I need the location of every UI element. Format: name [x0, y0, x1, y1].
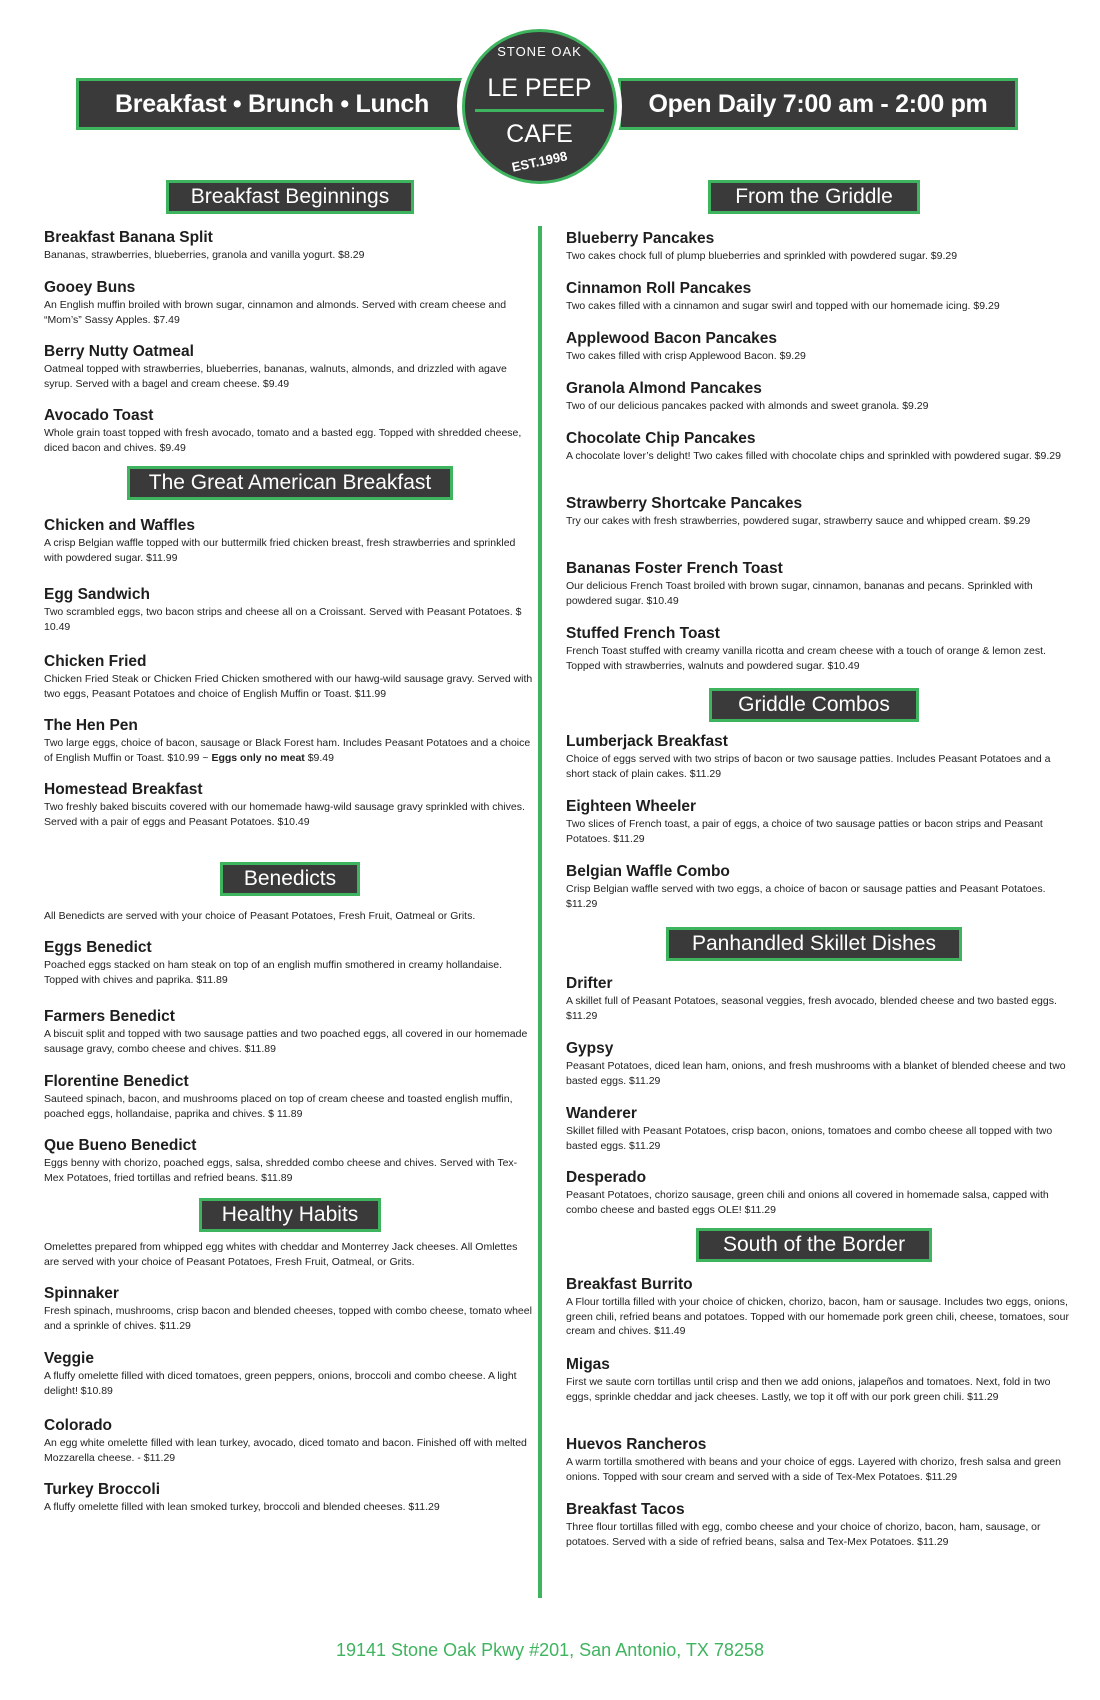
item-description: Two freshly baked biscuits covered with our homemade hawg-wild sausage gravy sprinkled with chives. Served with a pair of eggs and Peasant Potatoes. $10.49 [44, 801, 525, 828]
item-description [44, 736, 534, 765]
item-description: Peasant Potatoes, diced lean ham, onions, and fresh mushrooms with a blanket of blended cheese and two basted eggs. $11.29 [566, 1060, 1066, 1087]
item-description: A biscuit split and topped with two sausage patties and two poached eggs, all covered in our homemade sausage gravy, combo cheese and chives. $11.89 [44, 1028, 528, 1055]
item-description: Our delicious French Toast broiled with brown sugar, cinnamon, bananas and pecans. Sprinkled with powdered sugar. $10.49 [566, 580, 1033, 607]
section-note: All Benedicts are served with your choice of Peasant Potatoes, Fresh Fruit, Oatmeal or Grits. [44, 910, 476, 922]
menu-item [44, 652, 534, 701]
menu-item [566, 797, 1072, 846]
item-description-text: Two large eggs, choice of bacon, sausage or Black Forest ham. Includes Peasant Potatoes and a choice of English Muffin or Toast. $10.99 ~ [44, 737, 531, 764]
item-name: Applewood Bacon Pancakes [566, 330, 778, 347]
menu-item [566, 1104, 1072, 1153]
item-name: Que Bueno Benedict [44, 1137, 197, 1154]
tagline-text: Breakfast • Brunch • Lunch [115, 89, 429, 118]
menu-item [44, 1416, 534, 1465]
item-name: The Hen Pen [44, 717, 138, 734]
menu-item [566, 229, 1072, 264]
logo-established: EST.1998 [510, 148, 569, 175]
item-description: An egg white omelette filled with lean turkey, avocado, diced tomato and bacon. Finished off with melted Mozzarella cheese. - $11.29 [44, 1437, 527, 1464]
item-description: A skillet full of Peasant Potatoes, seasonal veggies, fresh avocado, blended cheese and two basted eggs. $11.29 [566, 995, 1057, 1022]
item-name: Veggie [44, 1350, 94, 1367]
item-name: Chicken and Waffles [44, 517, 196, 534]
item-name: Egg Sandwich [44, 586, 150, 603]
item-name: Breakfast Burrito [566, 1276, 693, 1293]
menu-item [566, 624, 1072, 673]
item-description: Three flour tortillas filled with egg, combo cheese and your choice of chorizo, bacon, ham, sausage, or potatoes. Served with a side of refried beans, salsa and Tex-Mex Potatoes. $11.29 [566, 1521, 1041, 1548]
menu-item [566, 379, 1072, 414]
item-description: A fluffy omelette filled with diced tomatoes, green peppers, onions, broccoli and combo cheese. A light delight! $10.89 [44, 1370, 517, 1397]
logo-badge [462, 29, 617, 184]
item-description: Fresh spinach, mushrooms, crisp bacon and blended cheeses, topped with combo cheese, tomato wheel and a sprinkle of chives. $11.29 [44, 1305, 532, 1332]
menu-item [44, 1480, 534, 1515]
section-heading-text: Breakfast Beginnings [190, 185, 390, 208]
menu-item [566, 974, 1072, 1023]
menu-item [44, 1072, 534, 1121]
menu-item [566, 862, 1072, 911]
section-heading-healthy-habits [199, 1198, 381, 1232]
menu-item [566, 559, 1072, 608]
menu-item [44, 780, 534, 829]
footer-address: 19141 Stone Oak Pkwy #201, San Antonio, TX 78258 [336, 1640, 764, 1660]
item-name: Stuffed French Toast [566, 625, 720, 642]
item-name: Chocolate Chip Pancakes [566, 430, 756, 447]
menu-item [566, 429, 1072, 464]
tagline-banner [76, 78, 468, 130]
column-divider [538, 226, 542, 1598]
item-description: Skillet filled with Peasant Potatoes, crisp bacon, onions, tomatoes and combo cheese all topped with two basted eggs. $11.29 [566, 1125, 1053, 1152]
section-heading-text: The Great American Breakfast [148, 471, 432, 494]
section-heading-from-the-griddle [708, 180, 920, 214]
item-name: Wanderer [566, 1105, 637, 1122]
menu-item [566, 494, 1072, 529]
item-name: Blueberry Pancakes [566, 230, 715, 247]
section-heading-south-of-the-border [696, 1228, 932, 1262]
menu-item [44, 278, 534, 327]
cafe-logo [457, 24, 622, 189]
item-name: Breakfast Banana Split [44, 229, 213, 246]
item-name: Cinnamon Roll Pancakes [566, 280, 752, 297]
item-name: Granola Almond Pancakes [566, 380, 762, 397]
menu-item [44, 1136, 534, 1185]
item-description: A fluffy omelette filled with lean smoked turkey, broccoli and blended cheeses. $11.29 [44, 1501, 440, 1513]
menu-item [566, 1168, 1072, 1217]
menu-item [566, 1435, 1072, 1484]
item-name: Eighteen Wheeler [566, 798, 697, 815]
menu-item [566, 1275, 1072, 1339]
section-heading-skillet [666, 927, 962, 961]
menu-item [566, 1039, 1072, 1088]
menu-item [44, 585, 534, 634]
section-heading-great-american [127, 466, 453, 500]
item-description: Crisp Belgian waffle served with two eggs, a choice of bacon or sausage patties and Peasant Potatoes. $11.29 [566, 883, 1046, 910]
item-description-emphasis: Eggs only no meat [211, 751, 305, 764]
item-description: Two cakes filled with crisp Applewood Bacon. $9.29 [566, 350, 806, 362]
item-description: French Toast stuffed with creamy vanilla ricotta and cream cheese with a touch of orange & lemon zest. Topped with strawberries, walnuts and powdered sugar. $10.49 [566, 645, 1046, 672]
item-name: Chicken Fried [44, 653, 147, 670]
item-description: A crisp Belgian waffle topped with our buttermilk fried chicken breast, fresh strawberries and sprinkled with powdered sugar. $11.99 [44, 537, 516, 564]
item-description: Two cakes chock full of plump blueberries and sprinkled with powdered sugar. $9.29 [566, 250, 958, 262]
item-description: Two slices of French toast, a pair of eggs, a choice of two sausage patties or bacon strips and Peasant Potatoes. $11.29 [566, 818, 1043, 845]
item-description: Two scrambled eggs, two bacon strips and cheese all on a Croissant. Served with Peasant Potatoes. $ 10.49 [44, 606, 522, 633]
item-name: Turkey Broccoli [44, 1481, 161, 1498]
item-description: Choice of eggs served with two strips of bacon or two sausage patties. Includes Peasant Potatoes and a short stack of plain cakes. $11.29 [566, 753, 1051, 780]
item-name: Huevos Rancheros [566, 1436, 707, 1453]
item-name: Bananas Foster French Toast [566, 560, 783, 577]
item-name: Breakfast Tacos [566, 1501, 685, 1518]
hours-banner [618, 78, 1018, 130]
item-description: An English muffin broiled with brown sugar, cinnamon and almonds. Served with cream cheese and “Mom’s” Sassy Apples. $7.49 [44, 299, 507, 326]
item-name: Avocado Toast [44, 407, 154, 424]
section-heading-benedicts [220, 862, 360, 896]
item-description: A warm tortilla smothered with beans and your choice of eggs. Layered with chorizo, fresh salsa and green onions. Topped with sour cream and served with a side of Tex-Mex Potatoes. $11.29 [566, 1456, 1061, 1483]
item-description: Whole grain toast topped with fresh avocado, tomato and a basted egg. Topped with shredded cheese, diced bacon and chives. $9.49 [44, 427, 522, 454]
item-name: Spinnaker [44, 1285, 119, 1302]
menu-item [566, 1500, 1072, 1549]
item-description: A Flour tortilla filled with your choice of chicken, chorizo, bacon, ham or sausage. Includes two eggs, onions, green chili, refried beans and potatoes. Topped with our homemade pork green chili, cheese, tomatoes, sour cream and chives. $11.49 [566, 1296, 1069, 1337]
item-name: Gooey Buns [44, 279, 136, 296]
item-description: Bananas, strawberries, blueberries, granola and vanilla yogurt. $8.29 [44, 249, 365, 261]
item-description: Chicken Fried Steak or Chicken Fried Chicken smothered with our hawg-wild sausage gravy. Served with two eggs, Peasant Potatoes and choice of English Muffin or Toast. $11.99 [44, 673, 533, 700]
item-description-price: $9.49 [304, 751, 334, 764]
section-heading-text: Griddle Combos [738, 693, 890, 716]
item-name: Eggs Benedict [44, 939, 152, 956]
item-name: Migas [566, 1356, 610, 1373]
item-name: Colorado [44, 1417, 113, 1434]
hours-text: Open Daily 7:00 am - 2:00 pm [648, 89, 988, 118]
menu-item [566, 1355, 1072, 1404]
logo-divider [475, 109, 604, 112]
menu-item [44, 228, 534, 263]
item-description: Two cakes filled with a cinnamon and sugar swirl and topped with our homemade icing. $9.29 [566, 300, 1000, 312]
menu-item [44, 1007, 534, 1056]
item-description: Eggs benny with chorizo, poached eggs, salsa, shredded combo cheese and chives. Served with Tex-Mex Potatoes, fried tortillas and refried beans. $11.89 [44, 1157, 518, 1184]
section-heading-text: South of the Border [722, 1233, 906, 1256]
menu-item [44, 1349, 534, 1398]
item-description: A chocolate lover’s delight! Two cakes filled with chocolate chips and sprinkled with powdered sugar. $9.29 [566, 450, 1061, 462]
section-heading-text: Benedicts [243, 867, 337, 890]
item-description: Peasant Potatoes, chorizo sausage, green chili and onions all covered in homemade salsa, capped with combo cheese and basted eggs OLE! $11.29 [566, 1189, 1049, 1216]
item-name: Desperado [566, 1169, 647, 1186]
section-heading-text: Panhandled Skillet Dishes [692, 932, 936, 955]
menu-item [44, 1284, 534, 1333]
section-heading-breakfast-beginnings [166, 180, 414, 214]
logo-name-line1: LE PEEP [487, 74, 592, 102]
section-heading-griddle-combos [709, 688, 919, 722]
item-name: Drifter [566, 975, 613, 992]
item-name: Florentine Benedict [44, 1073, 189, 1090]
menu-item [566, 329, 1072, 364]
item-description: Sauteed spinach, bacon, and mushrooms placed on top of cream cheese and toasted english muffin, poached eggs, hollandaise, paprika and chives. $ 11.89 [44, 1093, 513, 1120]
logo-name-line2: CAFE [506, 120, 573, 148]
item-description: Poached eggs stacked on ham steak on top of an english muffin smothered in creamy hollandaise. Topped with chives and paprika. $11.89 [44, 959, 503, 986]
menu-item [44, 938, 534, 987]
item-description: Two of our delicious pancakes packed with almonds and sweet granola. $9.29 [566, 400, 929, 412]
item-name: Berry Nutty Oatmeal [44, 343, 194, 360]
menu-item [44, 516, 534, 565]
menu-item [566, 732, 1072, 781]
section-heading-text: Healthy Habits [221, 1203, 359, 1226]
item-name: Farmers Benedict [44, 1008, 175, 1025]
item-description: Oatmeal topped with strawberries, blueberries, bananas, walnuts, almonds, and drizzled with agave syrup. Served with a bagel and cream cheese. $9.49 [44, 363, 507, 390]
section-note: Omelettes prepared from whipped egg whites with cheddar and Monterrey Jack cheeses. All Omlettes are served with your choice of Peasant Potatoes, Fresh Fruit, Oatmeal, or Grits. [44, 1241, 518, 1268]
menu-item [44, 342, 534, 391]
logo-location: STONE OAK [497, 44, 582, 59]
item-name: Strawberry Shortcake Pancakes [566, 495, 803, 512]
item-name: Gypsy [566, 1040, 614, 1057]
item-name: Belgian Waffle Combo [566, 863, 730, 880]
item-name: Lumberjack Breakfast [566, 733, 728, 750]
section-heading-text: From the Griddle [735, 185, 893, 208]
menu-item [44, 716, 534, 765]
menu-item [44, 406, 534, 455]
menu-item [566, 279, 1072, 314]
item-description: Try our cakes with fresh strawberries, powdered sugar, strawberry sauce and whipped cream. $9.29 [566, 515, 1031, 527]
item-name: Homestead Breakfast [44, 781, 203, 798]
item-description: First we saute corn tortillas until crisp and then we add onions, jalapeños and tomatoes. Next, fold in two eggs, sprinkle cheddar and jack cheeses. Lastly, we top it off with our pork green chili. $11.29 [566, 1376, 1051, 1403]
